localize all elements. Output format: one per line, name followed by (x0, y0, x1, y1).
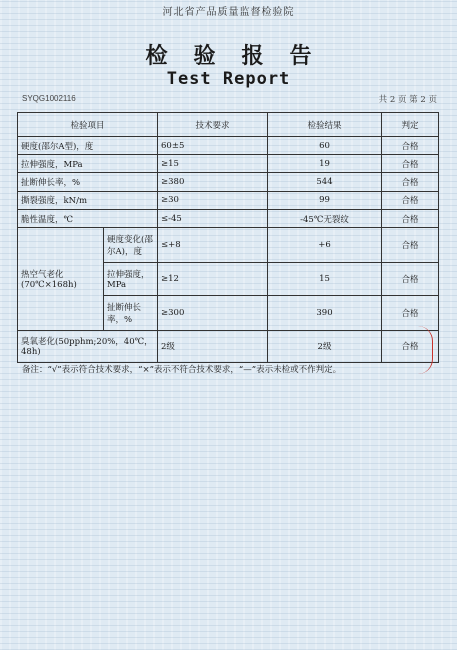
cell-result: 544 (268, 173, 382, 191)
header-requirement: 技术要求 (158, 113, 268, 137)
table-row (18, 191, 439, 209)
cell-judgment: 合格 (382, 173, 439, 191)
cell-requirement: ≤-45 (158, 209, 268, 227)
cell-requirement: ≥12 (158, 263, 268, 295)
cell-judgment: 合格 (382, 191, 439, 209)
header-item: 检验项目 (18, 113, 158, 137)
header-result: 检验结果 (268, 113, 382, 137)
cell-result: 60 (268, 137, 382, 155)
cell-result: 390 (268, 295, 382, 330)
header-judgment: 判定 (382, 113, 439, 137)
table-row (18, 155, 439, 173)
cell-requirement: ≥300 (158, 295, 268, 330)
cell-requirement: ≥15 (158, 155, 268, 173)
table-row (18, 209, 439, 227)
report-title-en: Test Report (166, 69, 291, 89)
cell-result: 99 (268, 191, 382, 209)
table-row (18, 330, 439, 362)
institution-name: 河北省产品质量监督检验院 (162, 7, 295, 18)
cell-subitem: 扯断伸长率，% (104, 295, 158, 330)
report-number: SYQG1002116 (22, 94, 76, 103)
red-pen-mark (418, 326, 433, 374)
cell-result: +6 (268, 228, 382, 263)
cell-requirement: 2级 (158, 330, 268, 362)
cell-judgment: 合格 (382, 137, 439, 155)
report-title-cn: 检验报告 (145, 44, 338, 69)
cell-judgment: 合格 (382, 330, 439, 362)
cell-judgment: 合格 (382, 228, 439, 263)
cell-item: 脆性温度，℃ (18, 209, 158, 227)
page-indicator: 共 2 页 第 2 页 (378, 95, 437, 105)
cell-judgment: 合格 (382, 263, 439, 295)
group-label-hot-air-aging: 热空气老化(70℃×168h) (18, 228, 104, 330)
cell-item: 扯断伸长率，% (18, 173, 158, 191)
cell-item: 撕裂强度，kN/m (18, 191, 158, 209)
cell-requirement: ≤+8 (158, 228, 268, 263)
cell-judgment: 合格 (382, 295, 439, 330)
cell-subitem: 拉伸强度，MPa (104, 263, 158, 295)
cell-requirement: ≥30 (158, 191, 268, 209)
cell-result: -45℃无裂纹 (268, 209, 382, 227)
table-row (18, 173, 439, 191)
remarks-note: 备注：“√”表示符合技术要求，“×”表示不符合技术要求，“—”表示未检或不作判定。 (22, 365, 342, 375)
table-header-row (18, 113, 439, 137)
cell-judgment: 合格 (382, 155, 439, 173)
test-results-table (17, 112, 439, 363)
cell-result: 2级 (268, 330, 382, 362)
cell-item: 拉伸强度，MPa (18, 155, 158, 173)
cell-item: 臭氧老化(50pphm;20%，40℃，48h) (18, 330, 158, 362)
cell-subitem: 硬度变化(邵尔A)，度 (104, 228, 158, 263)
cell-result: 19 (268, 155, 382, 173)
table-row (18, 228, 439, 263)
table-row (18, 137, 439, 155)
cell-judgment: 合格 (382, 209, 439, 227)
cell-requirement: ≥380 (158, 173, 268, 191)
cell-requirement: 60±5 (158, 137, 268, 155)
cell-result: 15 (268, 263, 382, 295)
cell-item: 硬度(邵尔A型)，度 (18, 137, 158, 155)
